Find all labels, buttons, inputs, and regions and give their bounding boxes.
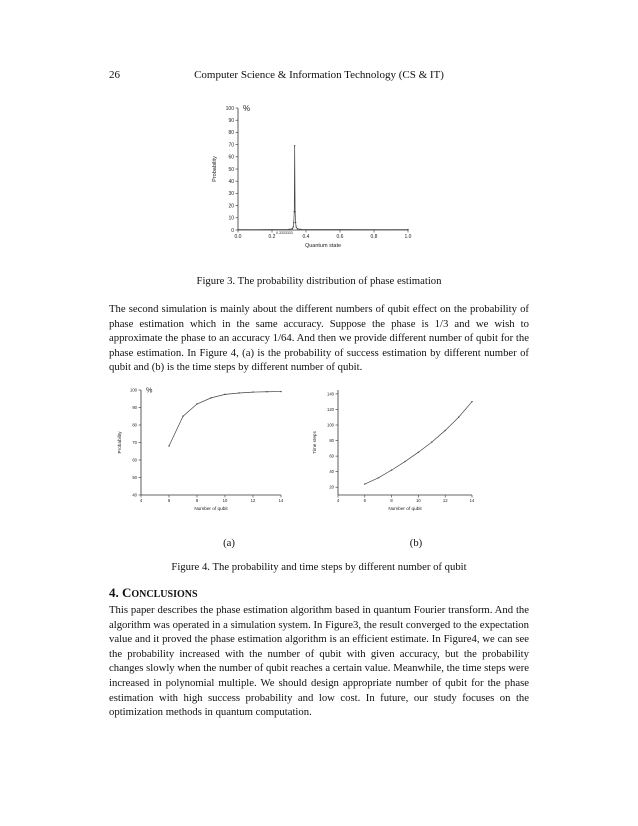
data-point [252, 391, 253, 392]
section-number: 4. [109, 585, 119, 600]
data-point [297, 228, 298, 229]
x-tick-label: 8 [195, 498, 199, 504]
x-axis-label: Number of qubit [194, 506, 228, 512]
y-tick-label: 60 [132, 457, 137, 463]
data-point [431, 441, 432, 442]
data-point [364, 483, 365, 484]
x-tick-label: 4 [336, 498, 340, 504]
y-tick-label: 70 [228, 142, 234, 149]
series-line [169, 392, 281, 446]
data-point [404, 461, 405, 462]
data-point [295, 226, 296, 227]
x-tick-label: 6 [167, 498, 171, 504]
figure4-label-a: (a) [223, 537, 235, 549]
x-axis-label: Quantum state [304, 243, 342, 249]
x-tick-label: 8 [390, 498, 393, 504]
y-tick-label: 140 [327, 391, 334, 397]
x-tick-label: 12 [442, 498, 448, 504]
x-tick-label: 6 [363, 498, 366, 504]
x-tick-label: 0.2 [268, 234, 276, 240]
figure4-label-b: (b) [409, 537, 423, 549]
y-tick-label: 120 [327, 406, 334, 412]
figure3-caption: Figure 3. The probability distribution of phase estimation [196, 275, 442, 287]
y-tick-label: 90 [132, 404, 137, 410]
data-point [295, 222, 296, 223]
figure3-chart [205, 100, 430, 260]
y-tick-label: 60 [228, 154, 234, 161]
section-heading [109, 585, 198, 601]
x-axis-label: Number of qubit [388, 506, 422, 512]
data-point [238, 392, 239, 393]
data-point [378, 477, 379, 478]
y-tick-label: 30 [228, 191, 234, 198]
x-tick-label: 4 [139, 498, 143, 504]
x-tick-label: 12 [250, 498, 256, 504]
y-tick-label: 80 [132, 422, 137, 428]
y-tick-label: 90 [228, 117, 234, 124]
body-paragraph-2: This paper describes the phase estimation algorithm based in quantum Fourier transform. And the algorithm was operated in a simulation system. In Figure3, the result converged to the expectation value and it proved the phase estimation algorithm is an efficient estimate. In Figure4, we can see the probability increased with the number of qubit with given accuracy, but the probability changes slowly when the number of qubit reaches a certain value. Meanwhile, the time steps were increased in polynomial multiple. We should design appropriate number of qubit for the phase estimation with high success probability and low cost. In future, our study focuses on the optimization methods in quantum computation. [109, 604, 529, 719]
data-point [458, 417, 459, 418]
data-point [391, 469, 392, 470]
data-point [182, 416, 183, 417]
data-point [237, 229, 238, 230]
series-line [238, 146, 408, 230]
y-tick-label: 40 [329, 469, 334, 475]
data-point [293, 222, 294, 223]
data-point [196, 403, 197, 404]
data-point [294, 211, 295, 212]
x-tick-label: 14 [278, 498, 284, 504]
unit-label: % [243, 104, 251, 113]
data-point [210, 397, 211, 398]
data-point [300, 229, 301, 230]
data-point [288, 229, 289, 230]
y-tick-label: 10 [228, 215, 234, 222]
y-tick-label: 100 [225, 105, 234, 112]
y-tick-label: 40 [132, 492, 137, 498]
data-point [224, 394, 225, 395]
y-tick-label: 0 [231, 227, 234, 234]
y-tick-label: 20 [228, 203, 234, 210]
figure4-caption: Figure 4. The probability and time steps by different number of qubit [171, 561, 467, 573]
data-point [407, 229, 408, 230]
y-tick-label: 50 [228, 166, 234, 173]
data-point [168, 445, 169, 446]
x-tick-label: 0.4 [302, 234, 310, 240]
y-tick-label: 70 [132, 439, 137, 445]
y-axis-label: Probability [212, 156, 218, 182]
data-point [292, 228, 293, 229]
y-tick-label: 20 [329, 484, 334, 490]
running-header: Computer Science & Information Technology (CS & IT) [194, 69, 444, 81]
x-tick-label: 0.6 [336, 234, 344, 240]
y-tick-label: 60 [329, 453, 334, 459]
y-tick-label: 50 [132, 474, 137, 480]
page-number: 26 [109, 69, 120, 81]
data-point [266, 391, 267, 392]
section-title-initial: C [122, 585, 132, 600]
unit-label: % [146, 385, 153, 395]
y-tick-label: 80 [228, 130, 234, 137]
x-tick-label: 1.0 [404, 234, 412, 240]
x-tick-label: 0.0 [234, 234, 242, 240]
x-tick-label: 10 [222, 498, 228, 504]
peak-annotation: 0.3333333 [276, 231, 293, 235]
data-point [280, 391, 281, 392]
figure4a-chart [113, 385, 293, 520]
section-title-rest: ONCLUSIONS [131, 589, 198, 600]
y-axis-label: Probability [117, 431, 122, 454]
y-tick-label: 100 [130, 387, 137, 393]
y-tick-label: 40 [228, 178, 234, 185]
data-point [293, 226, 294, 227]
y-tick-label: 80 [329, 438, 334, 444]
y-axis-label: Time steps [312, 431, 317, 454]
data-point [445, 430, 446, 431]
series-line [365, 402, 472, 484]
x-tick-label: 10 [416, 498, 421, 504]
x-tick-label: 0.8 [370, 234, 378, 240]
figure4b-chart [300, 385, 480, 520]
data-point [418, 452, 419, 453]
y-tick-label: 100 [327, 422, 334, 428]
data-point [294, 145, 295, 146]
data-point [471, 401, 472, 402]
body-paragraph-1: The second simulation is mainly about the different numbers of qubit effect on the probability of phase estimation which in the same accuracy. Suppose the phase is 1/3 and we wish to approximate the phase to an accuracy 1/64. And then we provide different number of qubit for the phase estimation. In Figure 4, (a) is the probability of success estimation by different number of qubit and (b) is the time steps by different number of qubit. [109, 303, 529, 374]
x-tick-label: 14 [469, 498, 475, 504]
